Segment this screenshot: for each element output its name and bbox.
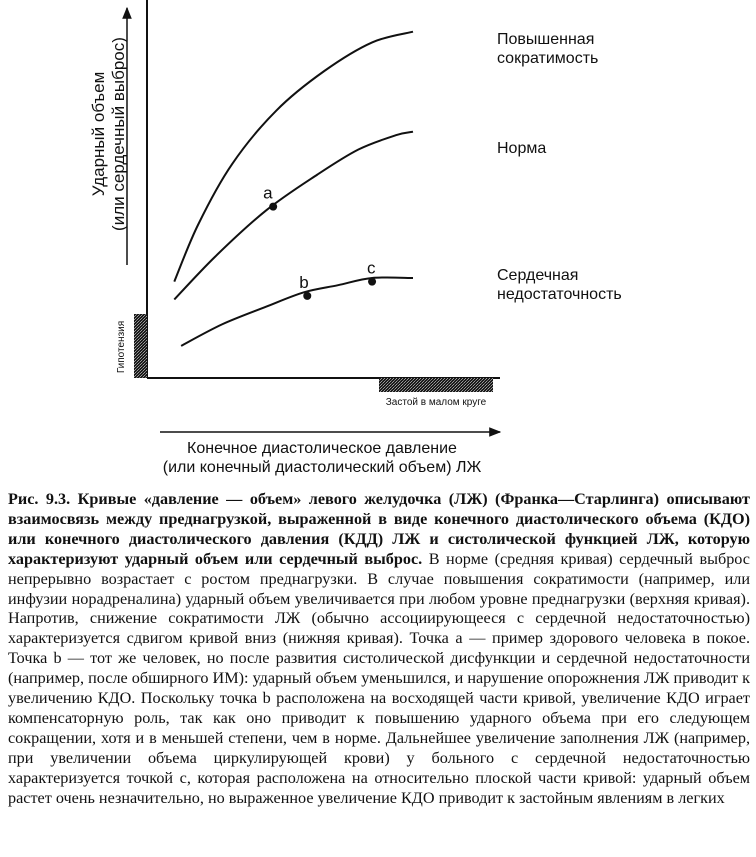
hypotension-label: Гипотензия xyxy=(116,320,127,374)
point-a xyxy=(269,203,277,211)
point-b-label: b xyxy=(299,272,309,292)
curve-label-increased-2: сократимость xyxy=(497,50,599,67)
figure-caption xyxy=(8,490,750,809)
curve-label-normal: Норма xyxy=(497,140,547,157)
point-a-label: a xyxy=(263,183,273,203)
curve-label-failure-2: недостаточность xyxy=(497,286,622,303)
x-axis-label-line-2: (или конечный диастолический объем) ЛЖ xyxy=(162,459,482,476)
point-b xyxy=(303,292,311,300)
congestion-label: Застой в малом круге xyxy=(385,397,487,408)
curve-increased-contractility xyxy=(174,32,413,282)
caption-body: В норме (средняя кривая) сердечный выброс непрерывно возрастает с ростом преднагрузки. В случае повышения сократимости (например, или инфузии норадреналина) ударный объем увеличивается при любом уровне преднагрузки (верхняя кривая). Напротив, снижение сократимости ЛЖ (обычно ассоциирующееся с сердечной недостаточностью) характеризуется сдвигом кривой вниз (нижняя кривая). Точка a — пример здорового человека в покое. Точка b — тот же человек, но после развития систолической дисфункции и сердечной недостаточности (например, после обширного ИМ): ударный объем уменьшился, и нарушение опорожнения ЛЖ приводит к увеличению КДО. Поскольку точка b расположена на восходящей части кривой, увеличение КДО играет компенсаторную роль, так как оно приводит к повышению ударного объема при его следующем сокращении, хотя и в меньшей степени, чем в норме. Дальнейшее увеличение заполнения ЛЖ (например, при увеличении объема циркулирующей крови) у больного с сердечной недостаточностью характеризуется точкой c, которая расположена на относительно плоской части кривой: ударный объем растет очень незначительно, но выраженное увеличение КДО приводит к застойным явлениям в легких xyxy=(8,549,750,807)
curve-heart-failure xyxy=(181,277,413,345)
y-axis-label-line-1: Ударный объем xyxy=(89,71,108,197)
curve-label-failure-1: Сердечная xyxy=(497,267,579,284)
hypotension-zone xyxy=(134,314,147,378)
curve-normal xyxy=(174,132,413,300)
caption-lead: Рис. 9.3. Кривые «давление — объем» левого желудочка (ЛЖ) (Франка—Старлинга) описывают взаимосвязь между преднагрузкой, выраженной в виде конечного диастолического объема (КДО) или конечного диастолического давления (КДД) ЛЖ и систолической функцией ЛЖ, которую характеризуют ударный объем или сердечный выброс. xyxy=(8,490,750,568)
congestion-zone xyxy=(379,378,493,392)
point-c-label: c xyxy=(367,258,376,278)
y-axis-label-line-2: (или сердечный выброс) xyxy=(109,37,128,231)
x-axis-label-line-1: Конечное диастолическое давление xyxy=(187,440,457,457)
point-c xyxy=(368,278,376,286)
curve-label-increased-1: Повышенная xyxy=(497,31,595,48)
